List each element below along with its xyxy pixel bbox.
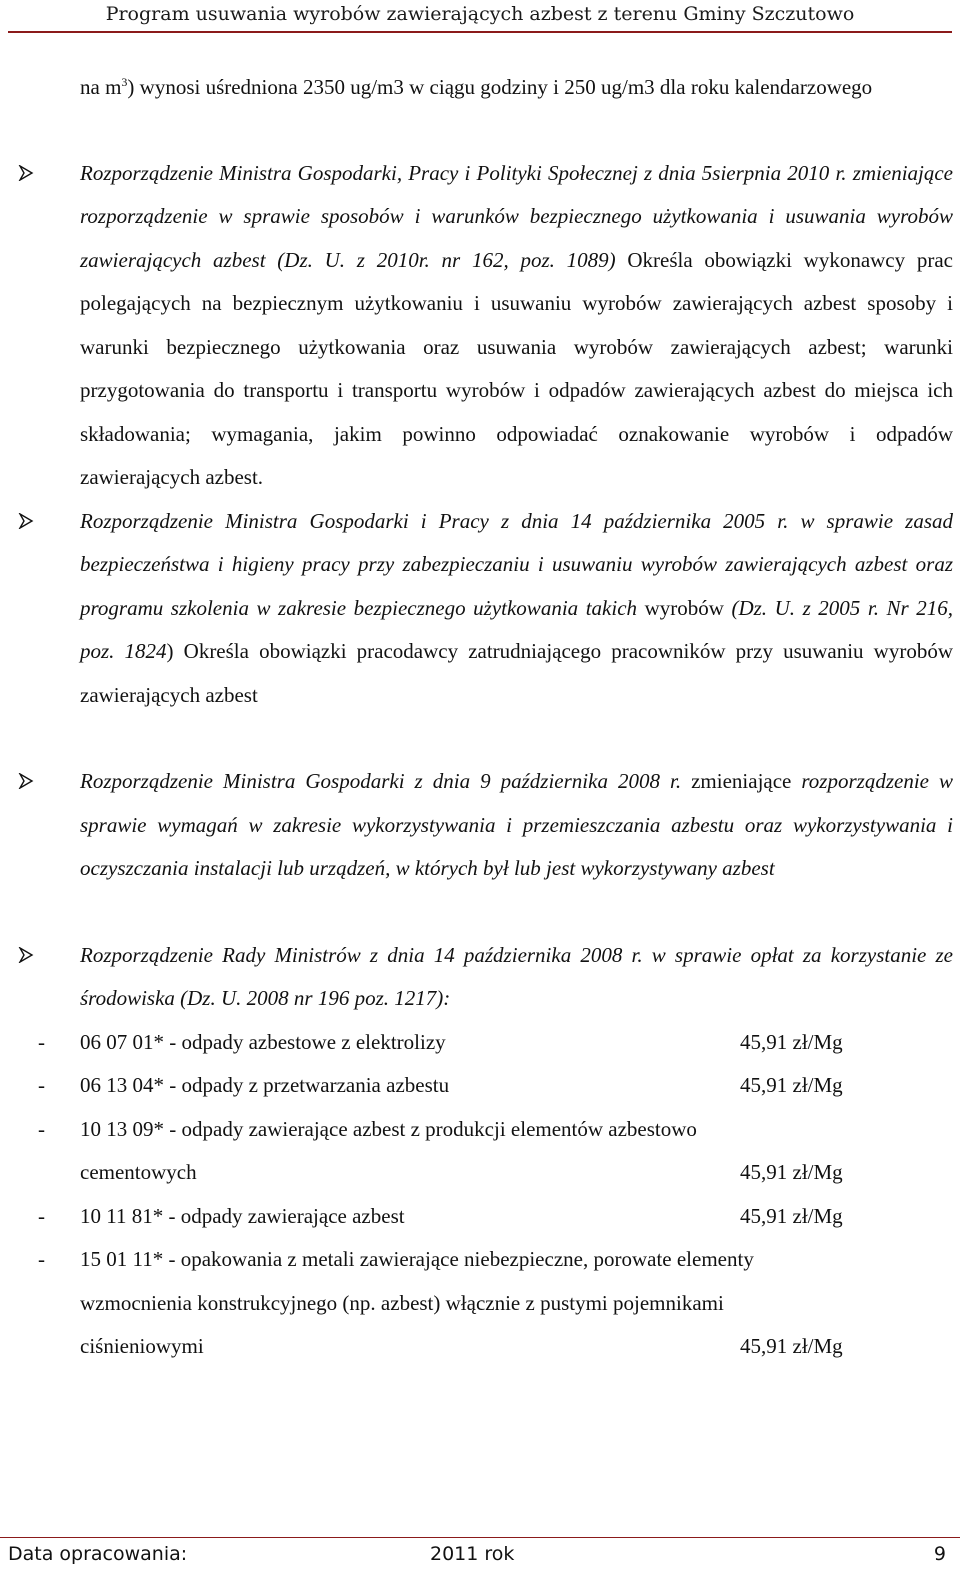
regulation-text: zmieniające: [681, 769, 792, 793]
intro-text-a: na m: [80, 75, 122, 99]
list-item: [80, 934, 953, 1021]
intro-text-b: ) wynosi uśredniona 2350 ug/m3 w ciągu godziny i 250 ug/m3 dla roku kalendarzowego: [127, 75, 873, 99]
dash-bullet: -: [38, 1203, 45, 1228]
dash-bullet: -: [38, 1116, 45, 1141]
fee-label: cementowych: [80, 1160, 197, 1184]
footer-year: 2011 rok: [430, 1543, 515, 1565]
spacer: [80, 717, 953, 760]
page-footer: [0, 1539, 960, 1579]
arrow-bullet-icon: [16, 934, 36, 977]
fee-label: 10 11 81* - odpady zawierające azbest: [80, 1203, 405, 1228]
regulation-paragraph: [80, 500, 953, 718]
intro-superscript: 3: [121, 75, 128, 89]
fee-item: [38, 1021, 953, 1065]
regulation-title: Rozporządzenie Ministra Gospodarki i Pracy z dnia 14 października 2005 r. w sprawie zasad bezpieczeństwa i higieny pracy przy zabezpieczaniu i usuwaniu wyrobów zawierających azbest oraz programu szkolenia w zakresie bezpiecznego użytkowania takich: [80, 508, 953, 620]
fee-price: 45,91 zł/Mg: [740, 1160, 843, 1184]
regulation-description: rozporządzenie w sprawie wymagań w zakresie wykorzystywania i przemieszczania azbestu oraz wykorzystywania i oczyszczania instalacji lub urządzeń, w których był lub jest wykorzystywany azbest: [80, 769, 953, 880]
fee-label: wzmocnienia konstrukcyjnego (np. azbest) włącznie z pustymi pojemnikami: [80, 1290, 724, 1315]
regulation-description: ) Określa obowiązki pracodawcy zatrudniającego pracowników przy usuwaniu wyrobów zawierających azbest: [80, 639, 953, 707]
dash-bullet: -: [38, 1073, 45, 1097]
regulation-reference: (Dz. U. z 2005 r. Nr 216, poz. 1824: [80, 595, 953, 663]
regulation-text: wyrobów: [637, 595, 732, 620]
fee-label: ciśnieniowymi: [80, 1334, 204, 1358]
header-divider: [8, 31, 952, 33]
page-number: 9: [933, 1543, 946, 1565]
document-body: [38, 66, 954, 1369]
fee-price: 45,91 zł/Mg: [740, 1203, 843, 1228]
regulation-title: Rozporządzenie Rady Ministrów z dnia 14 października 2008 r. w sprawie opłat za korzystanie ze środowiska (Dz. U. 2008 nr 196 poz. 1217):: [80, 942, 953, 1010]
intro-paragraph: [80, 66, 953, 110]
regulation-paragraph: [80, 760, 953, 891]
fee-item: [38, 1195, 953, 1239]
page-header: [0, 0, 960, 32]
fee-price: 45,91 zł/Mg: [740, 1334, 843, 1358]
fee-item-continuation: [80, 1151, 953, 1195]
fee-item-continuation: [80, 1325, 953, 1369]
fee-label: 10 13 09* - odpady zawierające azbest z produkcji elementów azbestowo: [80, 1116, 697, 1141]
list-item: [80, 500, 953, 718]
footer-date-label: Data opracowania:: [8, 1543, 188, 1565]
spacer: [80, 110, 953, 152]
header-title: Program usuwania wyrobów zawierających azbest z terenu Gminy Szczutowo: [105, 3, 855, 25]
regulation-paragraph: [80, 152, 953, 500]
arrow-bullet-icon: [16, 500, 36, 543]
fee-item: [38, 1064, 953, 1108]
arrow-bullet-icon: [16, 760, 36, 803]
arrow-bullet-icon: [16, 152, 36, 195]
regulation-title: Rozporządzenie Ministra Gospodarki z dnia 9 października 2008 r.: [80, 769, 682, 793]
regulation-paragraph: [80, 934, 953, 1021]
fee-label: 15 01 11* - opakowania z metali zawierające niebezpieczne, porowate elementy: [80, 1247, 754, 1271]
list-item: [80, 152, 953, 500]
fee-price: 45,91 zł/Mg: [740, 1073, 843, 1097]
fee-item: [38, 1238, 953, 1282]
fee-item-continuation: [80, 1282, 953, 1326]
footer-divider: [0, 1537, 960, 1538]
regulation-description: Określa obowiązki wykonawcy prac polegających na bezpiecznym użytkowaniu i usuwaniu wyrobów zawierających azbest sposoby i warunki bezpiecznego użytkowania oraz usuwania wyrobów zawierających azbest; warunki przygotowania do transportu i transportu wyrobów i odpadów zawierających azbest do miejsca ich składowania; wymagania, jakim powinno odpowiadać oznakowanie wyrobów i odpadów zawierających azbest.: [80, 247, 954, 489]
dash-bullet: -: [38, 1247, 45, 1271]
fee-item: [38, 1108, 953, 1152]
list-item: [80, 760, 953, 891]
regulation-title: Rozporządzenie Ministra Gospodarki, Pracy i Polityki Społecznej z dnia 5sierpnia 2010 r. zmieniające rozporządzenie w sprawie sposobów i warunków bezpiecznego użytkowania i usuwania wyrobów zawierających azbest (Dz. U. z 2010r. nr 162, poz. 1089): [80, 160, 953, 272]
dash-bullet: -: [38, 1029, 45, 1054]
fee-label: 06 07 01* - odpady azbestowe z elektrolizy: [80, 1029, 446, 1054]
fee-price: 45,91 zł/Mg: [740, 1029, 843, 1054]
fee-label: 06 13 04* - odpady z przetwarzania azbestu: [80, 1073, 450, 1097]
spacer: [80, 891, 953, 934]
